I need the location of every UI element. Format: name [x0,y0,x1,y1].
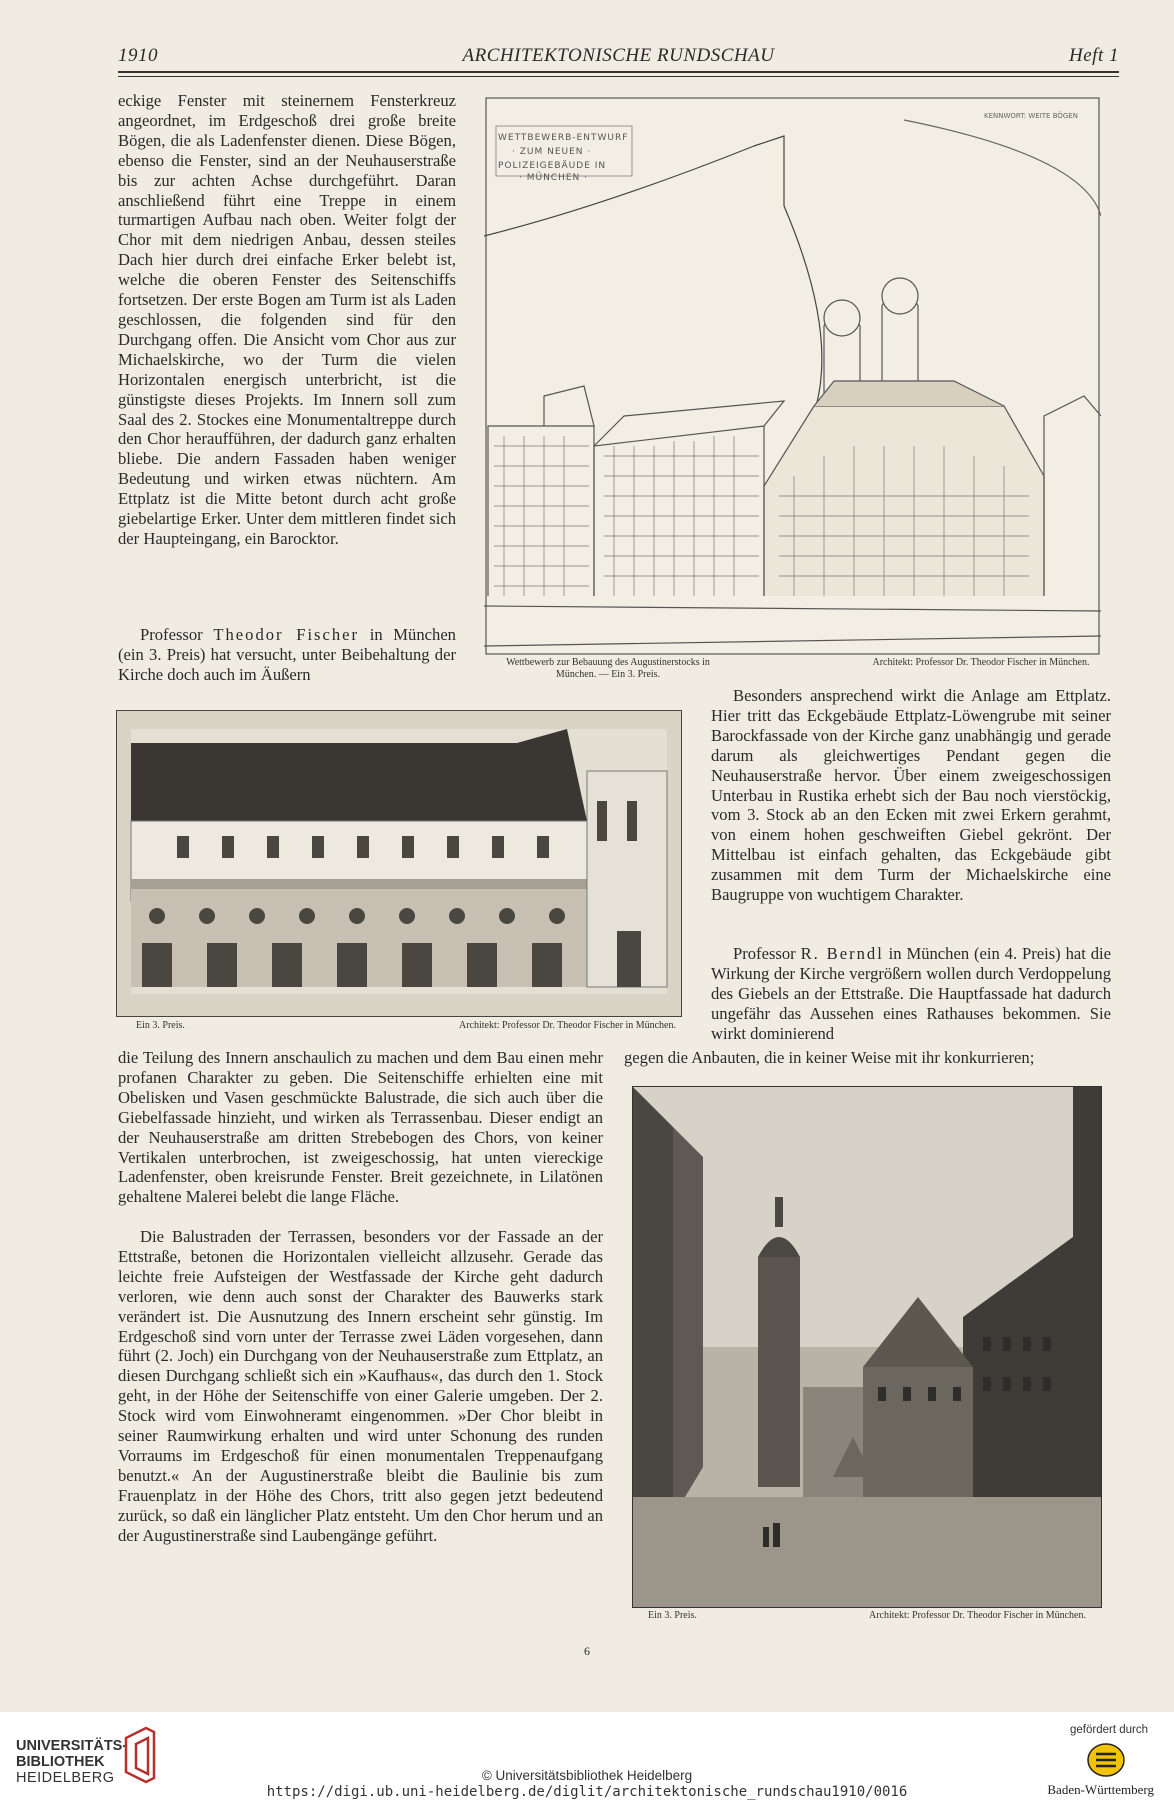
header-rule [118,71,1119,73]
svg-text:POLIZEIGEBÄUDE IN: POLIZEIGEBÄUDE IN [498,161,607,171]
running-header [118,45,1119,67]
figure-facade-rendering [116,710,682,1017]
paragraph-col1-2: Professor Theodor Fischer in München (ein 3. Preis) hat versucht, unter Beibehaltung der Kirche doch auch im Äußern [118,625,456,684]
figure-sketch-police-building [484,96,1101,656]
caption-square-left: Ein 3. Preis. [648,1610,697,1621]
funder-name: Baden-Württemberg [1047,1782,1154,1797]
caption-facade-right: Architekt: Professor Dr. Theodor Fischer in München. [459,1020,676,1031]
paragraph-right-2: Professor R. Berndl in München (ein 4. Preis) hat die Wirkung der Kirche vergrößern wollen durch Verdoppelung des Giebels an der Ettstraße. Die Hauptfassade hat dadurch ungefähr das Aussehen eines Rathauses bekommen. Sie wirkt dominierend [711,944,1111,1043]
state-coat-of-arms-icon [1086,1742,1126,1778]
sketch-drawing [484,96,1101,656]
header-year: 1910 [118,45,158,66]
library-name: UNIVERSITÄTS- BIBLIOTHEK HEIDELBERG [16,1738,128,1786]
funding-label: gefördert durch [1070,1724,1148,1736]
digitization-footer [0,1712,1174,1798]
architect-name-fischer: Theodor Fischer [213,625,360,644]
header-rule-thin [118,76,1119,77]
paragraph-col1-4: Die Balustraden der Terrassen, besonders vor der Fassade an der Ettstraße, betonen die Horizontalen vielleicht allzusehr. Gerade das leichte freie Aufsteigen der Westfassade der Kirche geht dadurch verloren, wie denn auch sonst der Charakter des Bauwerks stark verändert ist. Die Ausnutzung des Innern erscheint sehr günstig. Im Erdgeschoß sind vorn unter der Terrasse zwei Läden vorgesehen, dann führt (2. Joch) ein Durchgang von der Neuhauserstraße zum Ettplatz, an diesen Durchgang schließt sich ein »Kaufhaus«, das durch den 1. Stock geht, in der Höhe der Seitenschiffe von einer Galerie umgeben. Der 2. Stock wird vom Einwohneramt eingenommen. »Der Chor bleibt in seiner Raumwirkung erhalten und wird unter Schonung des runden Vorraums im Erdgeschoß für einen monumentalen Treppenaufgang benutzt.« An der Augustinerstraße bleibt die Baulinie bis zum Frauenplatz in der Höhe des Chors, tritt also gegen jetzt bedeutend zurück, so daß ein länglicher Platz entsteht. Um den Chor herum und an der Augustinerstraße sind Laubengänge geführt. [118,1227,603,1545]
caption-sketch-left: Wettbewerb zur Bebauung des Augustinerstocks in München. — Ein 3. Preis. [506,657,710,680]
square-drawing [633,1087,1101,1607]
sketch-title-line: WETTBEWERB-ENTWURF [498,133,629,143]
architect-name-berndl: R. Berndl [800,944,884,963]
paragraph-right-1: Besonders ansprechend wirkt die Anlage am Ettplatz. Hier tritt das Eckgebäude Ettplatz-Löwengrube mit seiner Barockfassade von der Kirche ganz unabhängig und gerade darum als gleichwertiges Pendant gegen die Neuhauserstraße hervor. Über einem zweigeschossigen Unterbau in Rustika erhebt sich der Bau noch vierstöckig, vom 3. Stock ab an den Ecken mit zwei Erkern gerahmt, von einem hohen geschweiften Giebel gekrönt. Der Mittelbau ist einfach gehalten, das Eckgebäude gibt zusammen mit dem Turm der Michaelskirche eine Baugruppe von wuchtigem Charakter. [711,686,1111,905]
copyright-notice: © Universitätsbibliothek Heidelberg [481,1768,693,1783]
caption-square-right: Architekt: Professor Dr. Theodor Fischer in München. [869,1610,1086,1621]
svg-text:· ZUM NEUEN ·: · ZUM NEUEN · [512,147,592,157]
header-journal-title: ARCHITEKTONISCHE RUNDSCHAU [462,45,775,66]
sketch-motto: KENNWORT: WEITE BÖGEN [984,112,1078,120]
page-number: 6 [584,1644,590,1658]
svg-text:· MÜNCHEN ·: · MÜNCHEN · [519,173,588,183]
paragraph-col1-1: eckige Fenster mit steinernem Fensterkreuz angeordnet, im Erdgeschoß drei große breite Bögen, die als Ladenfenster dienen. Diese Bögen, ebenso die Fenster, sind an der Neuhauserstraße bis zur achten Achse durchgeführt. Daran anschließend führt eine Treppe in einem turmartigen Aufbau nach oben. Weiter folgt der Chor mit dem niedrigen Anbau, dessen steiles Dach hier durch drei einfache Erker belebt ist, welche die oberen Fenster des Seitenschiffs fortsetzen. Der erste Bogen am Turm ist als Laden geschlossen, die folgenden sind für den Durchgang offen. Die Ansicht vom Chor aus zur Michaelskirche, wo der Turm die vielen Horizontalen energisch unterbricht, ist die günstigste dieses Projekts. Im Innern soll zum Saal des 2. Stockes eine Monumentaltreppe durch den Chor heraufführen, der dadurch ganz erhalten bliebe. Die andern Fassaden haben weniger Bedeutung und wirken etwas nüchtern. Am Ettplatz ist die Mitte betont durch acht große giebelartige Erker. Unter dem mittleren findet sich der Haupteingang, ein Barocktor. [118,91,456,548]
figure-square-perspective [632,1086,1102,1608]
caption-sketch-right: Architekt: Professor Dr. Theodor Fischer in München. [872,657,1090,668]
paragraph-right-continuation: gegen die Anbauten, die in keiner Weise mit ihr konkurrieren; [624,1048,1035,1067]
paragraph-col1-3: die Teilung des Innern anschaulich zu machen und dem Bau einen mehr profanen Charakter zu geben. Die Seitenschiffe erhielten eine mit Obelisken und Vasen geschmückte Balustrade, die sich auch über die Giebelfassade hinzieht, und wirken als Terrassenbau. Dieser endigt an der Neuhauserstraße am dritten Strebebogen des Chors, von keiner Vertikalen unterbrochen, ist zweigeschossig, hat unten viereckige Ladenfenster, oben kreisrunde Fenster. Breit gezeichnete, in Lilatönen gehaltene Malerei belebt die lange Fläche. [118,1048,603,1207]
permalink-url[interactable]: https://digi.ub.uni-heidelberg.de/diglit/architektonische_rundschau1910/0016 [266,1784,908,1800]
caption-facade-left: Ein 3. Preis. [136,1020,185,1031]
header-issue: Heft 1 [1069,45,1119,66]
facade-drawing [117,711,681,1016]
